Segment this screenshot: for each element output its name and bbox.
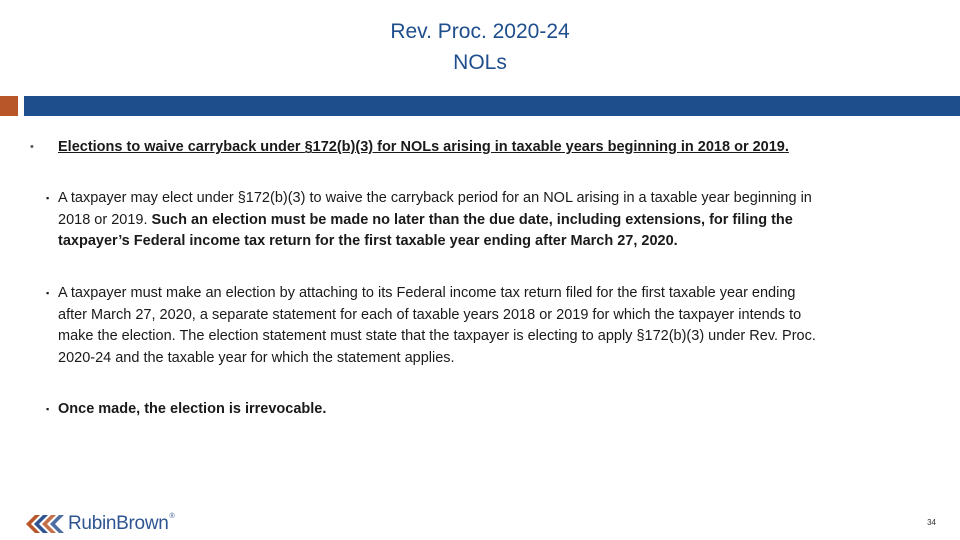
sub-bullet-marker: ▪ xyxy=(46,288,50,298)
slide-title xyxy=(0,16,960,78)
logo-text-rubin: Rubin xyxy=(68,513,117,534)
sub-bullet-1-bold: Such an election must be made no later than the due date, including extensions, for filing the taxpayer’s Federal income tax return for the first taxable year ending after March 27, 2020. xyxy=(58,211,793,249)
header-divider-bar xyxy=(24,96,960,116)
rubinbrown-logo-text xyxy=(68,513,174,535)
sub-bullet-2-regular: A taxpayer must make an election by attaching to its Federal income tax return filed for the first taxable year ending after March 27, 2020, a separate statement for each of taxable years 2018 or 2019 for which the taxpayer intends to make the election. The election statement must state that the taxpayer is electing to apply §172(b)(3) under Rev. Proc. 2020-24 and the taxable year for which the statement applies. xyxy=(58,285,816,366)
sub-bullet-1 xyxy=(46,188,828,253)
accent-square xyxy=(0,96,18,116)
sub-bullet-1-regular: A taxpayer may elect under §172(b)(3) to waive the carryback period for an NOL arising in a taxable year beginning in 2018 or 2019. xyxy=(58,190,812,228)
sub-bullet-marker: ▪ xyxy=(46,404,50,414)
sub-bullet-marker: ▪ xyxy=(46,193,50,203)
sub-bullet-2 xyxy=(46,283,828,369)
main-bullet-text xyxy=(58,136,818,158)
sub-bullet-3 xyxy=(46,399,828,421)
main-bullet-marker: • xyxy=(30,141,34,153)
main-bullet-period: . xyxy=(784,139,789,155)
sub-bullet-3-bold: Once made, the election is irrevocable. xyxy=(58,401,327,417)
rubinbrown-logo xyxy=(26,512,174,536)
slide-title-line-2: NOLs xyxy=(453,51,507,74)
logo-trademark: ® xyxy=(169,513,175,520)
page-number: 34 xyxy=(927,518,936,527)
main-bullet-heading: Elections to waive carryback under §172(b)(3) for NOLs arising in taxable years beginning in 2018 or 2019 xyxy=(58,139,785,155)
slide-title-line-1: Rev. Proc. 2020-24 xyxy=(390,20,570,43)
rubinbrown-diamond-mark-icon xyxy=(26,514,66,534)
logo-text-brown: Brown xyxy=(116,513,169,534)
